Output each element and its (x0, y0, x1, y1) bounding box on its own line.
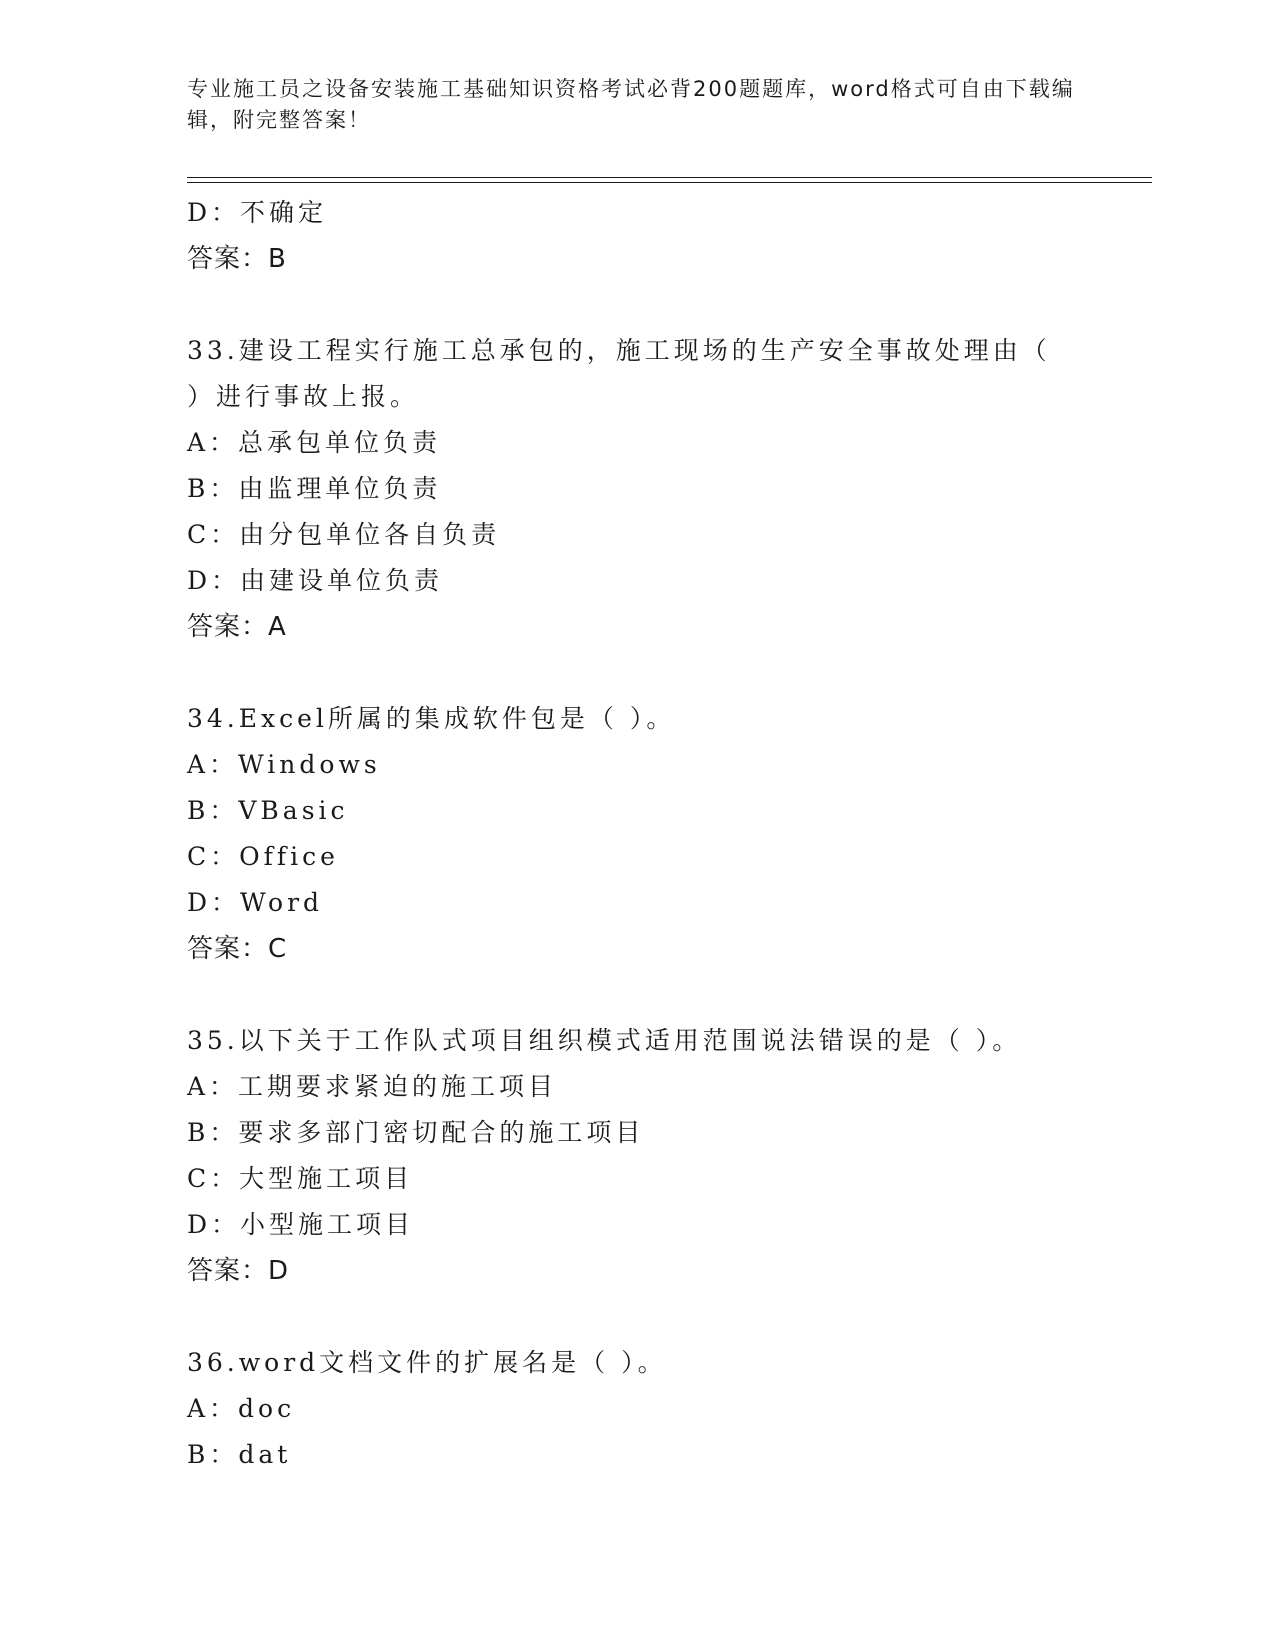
option-a: A：Windows (187, 750, 381, 779)
option-c: C：大型施工项目 (187, 1164, 414, 1193)
option-a: A：doc (187, 1394, 296, 1423)
question-33 (187, 328, 1152, 650)
question-stem-line1: 34.Excel所属的集成软件包是（ ）。 (187, 704, 676, 733)
option-c: C：Office (187, 842, 339, 871)
option-b: B：由监理单位负责 (187, 474, 442, 503)
answer: 答案：D (187, 1256, 290, 1286)
option-a: A：工期要求紧迫的施工项目 (187, 1072, 558, 1101)
question-stem-line1: 33.建设工程实行施工总承包的，施工现场的生产安全事故处理由（ (187, 336, 1051, 365)
answer: 答案：C (187, 934, 288, 964)
prev-option-d: D：不确定 (187, 198, 328, 227)
prev-answer: 答案：B (187, 244, 287, 274)
page-header-title: 专业施工员之设备安装施工基础知识资格考试必背200题题库，word格式可自由下载编辑，附完整答案！ (187, 77, 1075, 132)
spacer (187, 282, 1152, 328)
option-b: B：VBasic (187, 796, 349, 825)
spacer (187, 972, 1152, 1018)
header-divider-bottom (187, 182, 1152, 183)
option-a: A：总承包单位负责 (187, 428, 442, 457)
option-b: B：要求多部门密切配合的施工项目 (187, 1118, 645, 1147)
question-stem-line2: ）进行事故上报。 (187, 382, 420, 411)
spacer (187, 1294, 1152, 1340)
option-d: D：Word (187, 888, 324, 917)
header-divider-top (187, 177, 1152, 178)
option-c: C：由分包单位各自负责 (187, 520, 501, 549)
question-stem-line1: 35.以下关于工作队式项目组织模式适用范围说法错误的是（ ）。 (187, 1026, 1022, 1055)
question-34 (187, 696, 1152, 972)
question-36 (187, 1340, 1152, 1478)
option-b: B：dat (187, 1440, 292, 1469)
question-list (187, 190, 1152, 1478)
spacer (187, 650, 1152, 696)
option-d: D：小型施工项目 (187, 1210, 415, 1239)
answer: 答案：A (187, 612, 287, 642)
question-35 (187, 1018, 1152, 1294)
question-stem-line1: 36.word文档文件的扩展名是（ ）。 (187, 1348, 667, 1377)
option-d: D：由建设单位负责 (187, 566, 444, 595)
